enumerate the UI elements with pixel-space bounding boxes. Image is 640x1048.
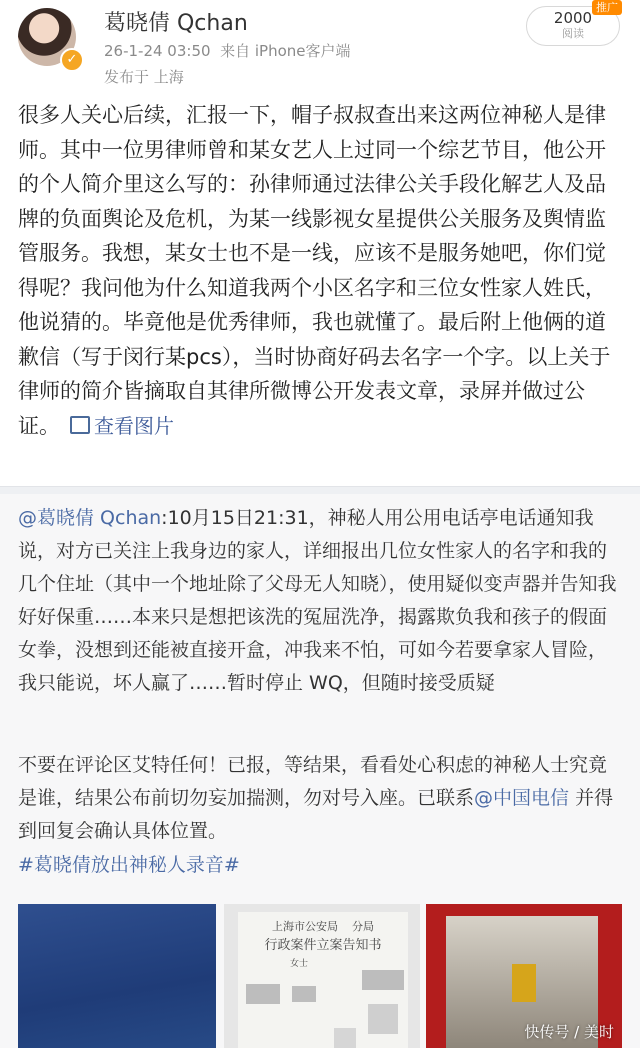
post-location: 发布于 上海	[104, 68, 184, 86]
doc-line-3: 女士	[290, 959, 309, 969]
username[interactable]: 葛晓倩 Qchan	[104, 11, 248, 36]
image-icon	[70, 416, 90, 434]
read-label: 阅读	[562, 27, 584, 40]
doc-line-2: 行政案件立案告知书	[264, 938, 382, 953]
thumbnail-1[interactable]	[18, 904, 216, 1048]
hashtag-link[interactable]: #葛晓倩放出神秘人录音#	[18, 854, 240, 876]
watermark: 快传号 / 美时	[524, 1023, 614, 1041]
post-source: 来自 iPhone客户端	[220, 42, 351, 60]
repost-p2-text: 不要在评论区艾特任何！已报，等结果，看看处心积虑的神秘人士究竟是谁，结果公布前切勿妄加揣测，勿对号入座。已联系	[18, 754, 608, 809]
doc-line-1b: 分局	[352, 920, 374, 933]
verified-badge-icon: ✓	[60, 48, 84, 72]
post-meta	[104, 40, 351, 61]
view-pictures-link[interactable]: 查看图片	[94, 413, 174, 438]
repost-paragraph-2	[18, 749, 624, 848]
repost-text-block	[18, 502, 624, 700]
document-image	[238, 912, 408, 1048]
repost-text: :10月15日21:31，神秘人用公用电话亭电话通知我说，对方已关注上我身边的家人，详细报出几位女性家人的名字和我的几个住址（其中一个地址除了父母无人知晓），使用疑似变声器并告知我好好保重……本来只是想把该洗的冤屈洗净，揭露欺负我和孩子的假面女拳，没想到还能被直接开盒，冲我来不怕，可如今若要拿家人冒险，我只能说，坏人赢了……暂时停止 WQ，但随时接受质疑	[18, 507, 617, 694]
post-body	[18, 98, 624, 443]
timestamp: 26-1-24 03:50	[104, 42, 211, 60]
post-header	[0, 0, 640, 92]
thumbnail-2[interactable]	[224, 904, 420, 1048]
post-text: 很多人关心后续，汇报一下，帽子叔叔查出来这两位神秘人是律师。其中一位男律师曾和某女艺人上过同一个综艺节目，他公开的个人简介里这么写的：孙律师通过法律公关手段化解艺人及品牌的负面舆论及危机，为某一线影视女星提供公关服务及舆情监管服务。我想，某女士也不是一线，应该不是服务她吧，你们觉得呢？我问他为什么知道我两个小区名字和三位女性家人姓氏，他说猜的。毕竟他是优秀律师，我也就懂了。最后附上他俩的道歉信（写于闵行某pcs），当时协商好码去名字一个字。以上关于律师的简介皆摘取自其律所微博公开发表文章，录屏并做过公证。	[18, 103, 611, 438]
read-count: 2000	[553, 9, 593, 27]
reposted-content[interactable]	[0, 494, 640, 1048]
repost-p2-after: 并得到回复会确认具体位置。	[18, 787, 614, 842]
telecom-mention[interactable]: @中国电信	[474, 787, 570, 809]
repost-author-mention[interactable]: @葛晓倩 Qchan	[18, 507, 162, 529]
payphone-icon	[512, 964, 536, 1002]
thumbnail-3[interactable]	[426, 904, 622, 1048]
promo-badge[interactable]: 推广	[592, 0, 622, 15]
doc-line-1: 上海市公安局	[272, 920, 338, 933]
